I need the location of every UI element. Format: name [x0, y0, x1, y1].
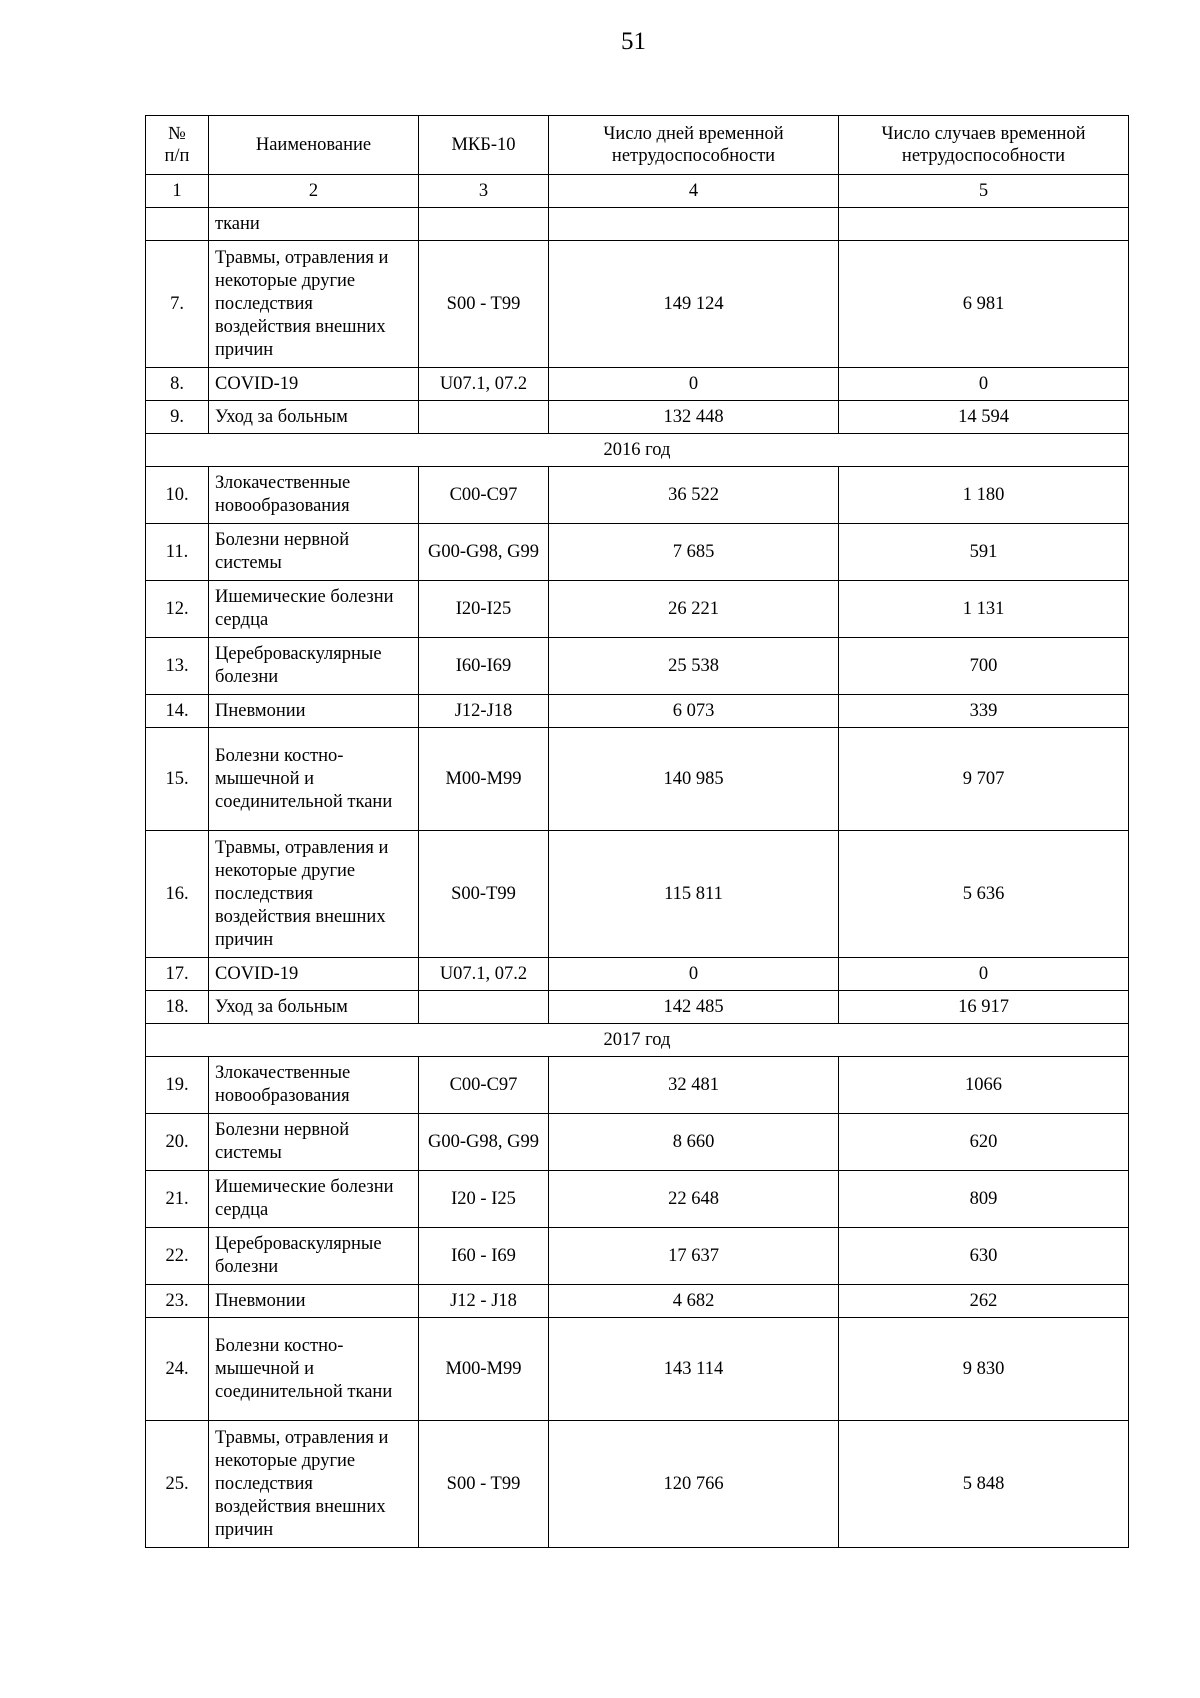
cell-cases: 620: [839, 1114, 1129, 1171]
cell-days: 132 448: [549, 401, 839, 434]
cell-number: 25.: [146, 1421, 209, 1548]
column-number: 2: [209, 175, 419, 208]
year-row: [146, 1024, 1129, 1057]
cell-number: 19.: [146, 1057, 209, 1114]
cell-name: Травмы, отравления и некоторые другие последствия воздействия внешних причин: [209, 241, 419, 368]
cell-name: Уход за больным: [209, 401, 419, 434]
column-number: 3: [419, 175, 549, 208]
table-row: [146, 1318, 1129, 1421]
cell-code: M00-M99: [419, 1318, 549, 1421]
cell-number: 22.: [146, 1228, 209, 1285]
cell-number: [146, 208, 209, 241]
cell-name: Пневмонии: [209, 695, 419, 728]
cell-name: Травмы, отравления и некоторые другие последствия воздействия внешних причин: [209, 1421, 419, 1548]
header-number: № п/п: [146, 116, 209, 175]
cell-code: C00-C97: [419, 1057, 549, 1114]
cell-cases: 6 981: [839, 241, 1129, 368]
cell-name: Болезни нервной системы: [209, 1114, 419, 1171]
table-row: [146, 958, 1129, 991]
table-row: [146, 1114, 1129, 1171]
cell-cases: 16 917: [839, 991, 1129, 1024]
cell-name: Уход за больным: [209, 991, 419, 1024]
cell-days: 7 685: [549, 524, 839, 581]
cell-number: 16.: [146, 831, 209, 958]
cell-cases: 809: [839, 1171, 1129, 1228]
cell-cases: 262: [839, 1285, 1129, 1318]
header-icd10: МКБ-10: [419, 116, 549, 175]
cell-code: I60-I69: [419, 638, 549, 695]
cell-name: Ишемические болезни сердца: [209, 1171, 419, 1228]
cell-cases: 700: [839, 638, 1129, 695]
cell-code: G00-G98, G99: [419, 524, 549, 581]
column-number: 5: [839, 175, 1129, 208]
cell-code: G00-G98, G99: [419, 1114, 549, 1171]
cell-days: 0: [549, 958, 839, 991]
cell-code: M00-M99: [419, 728, 549, 831]
cell-days: 149 124: [549, 241, 839, 368]
cell-code: [419, 401, 549, 434]
cell-days: 140 985: [549, 728, 839, 831]
cell-number: 12.: [146, 581, 209, 638]
column-number: 4: [549, 175, 839, 208]
cell-name: COVID-19: [209, 958, 419, 991]
cell-name: Болезни нервной системы: [209, 524, 419, 581]
cell-code: U07.1, 07.2: [419, 958, 549, 991]
header-name: Наименование: [209, 116, 419, 175]
column-number: 1: [146, 175, 209, 208]
table-row: [146, 524, 1129, 581]
column-number-row: [146, 175, 1129, 208]
cell-days: 25 538: [549, 638, 839, 695]
cell-number: 17.: [146, 958, 209, 991]
cell-days: 22 648: [549, 1171, 839, 1228]
cell-code: C00-C97: [419, 467, 549, 524]
cell-code: I20-I25: [419, 581, 549, 638]
cell-name: Болезни костно-мышечной и соединительной ткани: [209, 1318, 419, 1421]
cell-number: 23.: [146, 1285, 209, 1318]
cell-name: ткани: [209, 208, 419, 241]
cell-name: Злокачественные новообразования: [209, 1057, 419, 1114]
cell-code: J12 - J18: [419, 1285, 549, 1318]
cell-cases: 630: [839, 1228, 1129, 1285]
cell-name: Травмы, отравления и некоторые другие последствия воздействия внешних причин: [209, 831, 419, 958]
table-row: [146, 467, 1129, 524]
table-row: [146, 1228, 1129, 1285]
table-row: [146, 401, 1129, 434]
cell-number: 8.: [146, 368, 209, 401]
cell-code: I20 - I25: [419, 1171, 549, 1228]
table-row: [146, 241, 1129, 368]
header-cases: Число случаев временной нетрудоспособности: [839, 116, 1129, 175]
cell-days: 17 637: [549, 1228, 839, 1285]
cell-cases: 14 594: [839, 401, 1129, 434]
cell-days: 120 766: [549, 1421, 839, 1548]
cell-days: [549, 208, 839, 241]
year-label: 2016 год: [146, 434, 1129, 467]
cell-name: COVID-19: [209, 368, 419, 401]
cell-number: 20.: [146, 1114, 209, 1171]
table-row: [146, 1421, 1129, 1548]
cell-name: Цереброваскулярные болезни: [209, 638, 419, 695]
cell-number: 24.: [146, 1318, 209, 1421]
cell-days: 32 481: [549, 1057, 839, 1114]
page-number: 51: [621, 28, 646, 55]
cell-days: 142 485: [549, 991, 839, 1024]
cell-number: 14.: [146, 695, 209, 728]
cell-cases: 1 131: [839, 581, 1129, 638]
table-row: [146, 991, 1129, 1024]
cell-cases: [839, 208, 1129, 241]
header-row: [146, 116, 1129, 175]
cell-code: U07.1, 07.2: [419, 368, 549, 401]
cell-code: [419, 208, 549, 241]
cell-code: S00-T99: [419, 831, 549, 958]
cell-number: 9.: [146, 401, 209, 434]
sick-leave-table: [145, 115, 1129, 1548]
cell-number: 21.: [146, 1171, 209, 1228]
header-days: Число дней временной нетрудоспособности: [549, 116, 839, 175]
cell-cases: 1066: [839, 1057, 1129, 1114]
cell-name: Злокачественные новообразования: [209, 467, 419, 524]
cell-number: 11.: [146, 524, 209, 581]
table-row: [146, 831, 1129, 958]
cell-cases: 5 636: [839, 831, 1129, 958]
cell-cases: 1 180: [839, 467, 1129, 524]
table-row: [146, 1285, 1129, 1318]
cell-cases: 339: [839, 695, 1129, 728]
cell-days: 0: [549, 368, 839, 401]
cell-code: S00 - T99: [419, 241, 549, 368]
cell-days: 8 660: [549, 1114, 839, 1171]
cell-number: 18.: [146, 991, 209, 1024]
cell-name: Болезни костно-мышечной и соединительной ткани: [209, 728, 419, 831]
cell-days: 36 522: [549, 467, 839, 524]
cell-days: 6 073: [549, 695, 839, 728]
table-row: [146, 1171, 1129, 1228]
table-row: [146, 368, 1129, 401]
cell-number: 13.: [146, 638, 209, 695]
table-row: [146, 638, 1129, 695]
table-row: [146, 728, 1129, 831]
cell-cases: 0: [839, 368, 1129, 401]
table-row: [146, 1057, 1129, 1114]
cell-cases: 0: [839, 958, 1129, 991]
continuation-row: [146, 208, 1129, 241]
table-row: [146, 695, 1129, 728]
cell-name: Цереброваскулярные болезни: [209, 1228, 419, 1285]
cell-days: 143 114: [549, 1318, 839, 1421]
cell-days: 26 221: [549, 581, 839, 638]
cell-number: 7.: [146, 241, 209, 368]
cell-name: Пневмонии: [209, 1285, 419, 1318]
cell-cases: 9 707: [839, 728, 1129, 831]
year-label: 2017 год: [146, 1024, 1129, 1057]
table-row: [146, 581, 1129, 638]
cell-days: 4 682: [549, 1285, 839, 1318]
cell-code: [419, 991, 549, 1024]
year-row: [146, 434, 1129, 467]
cell-number: 15.: [146, 728, 209, 831]
cell-cases: 591: [839, 524, 1129, 581]
cell-days: 115 811: [549, 831, 839, 958]
cell-number: 10.: [146, 467, 209, 524]
cell-code: J12-J18: [419, 695, 549, 728]
cell-code: S00 - T99: [419, 1421, 549, 1548]
cell-cases: 9 830: [839, 1318, 1129, 1421]
cell-name: Ишемические болезни сердца: [209, 581, 419, 638]
cell-code: I60 - I69: [419, 1228, 549, 1285]
cell-cases: 5 848: [839, 1421, 1129, 1548]
